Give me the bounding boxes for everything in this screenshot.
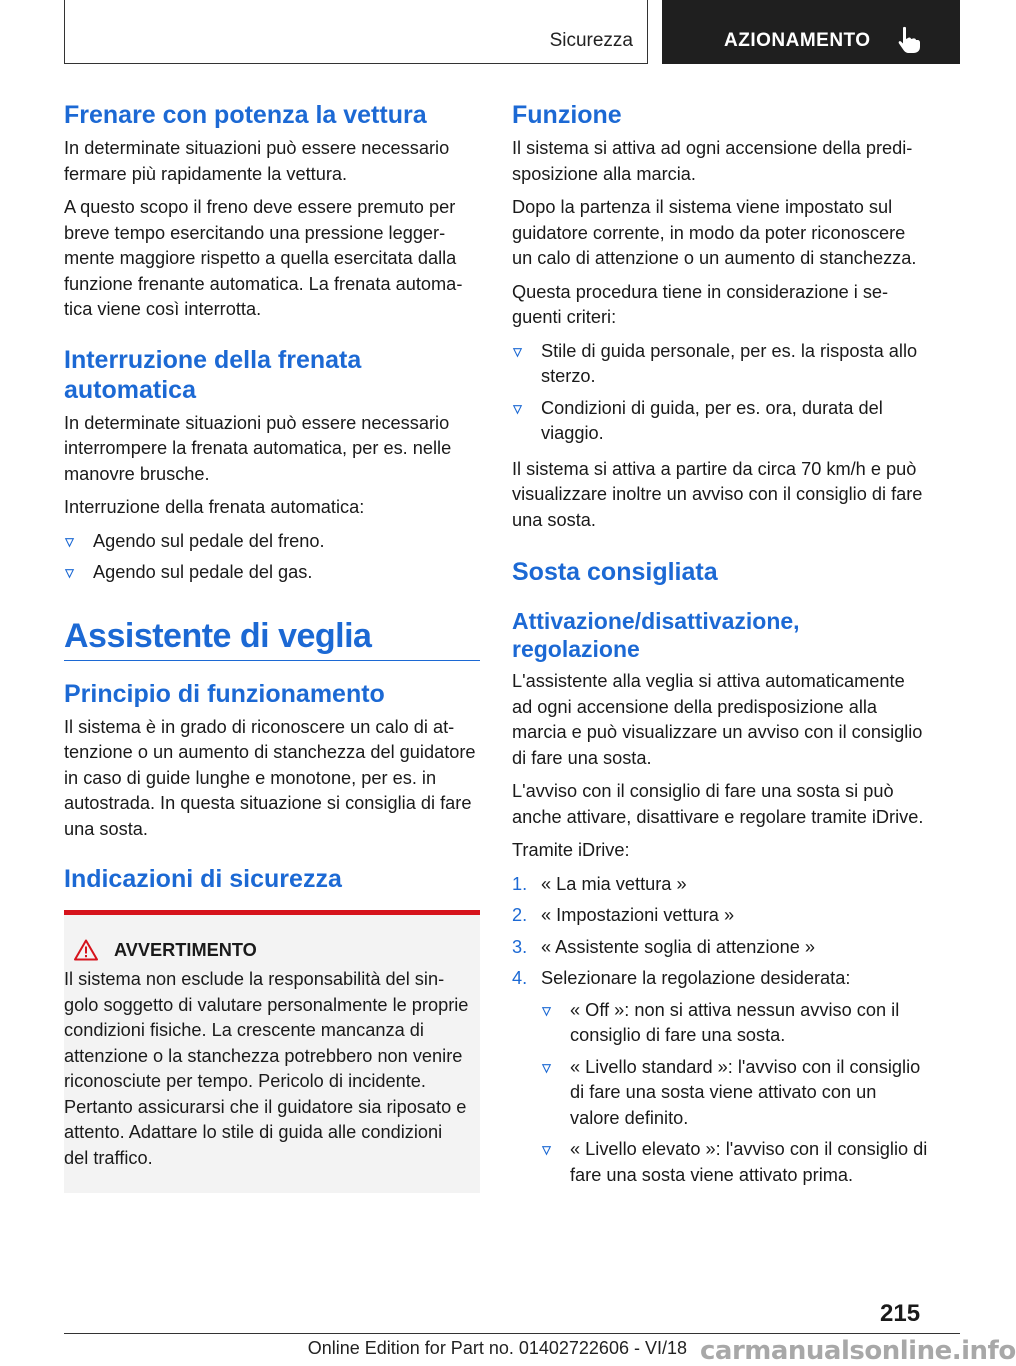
- option-item: [541, 998, 928, 1049]
- option-item: [541, 1137, 928, 1188]
- setting-options-list: [541, 998, 928, 1189]
- footer-rule: [64, 1333, 960, 1334]
- step-text: Selezionare la regolazione desiderata:: [541, 968, 851, 988]
- step-number: 4.: [512, 968, 528, 988]
- watermark: carmanualsonline.info: [700, 1336, 1016, 1366]
- warning-text: Il sistema non esclude la responsabilità del singolo soggetto di valutare personalmente le proprie condizioni fisiche. La crescente mancanza di attenzione o la stanchezza potrebbero non venire riconosciute per tempo. Pericolo di incidente. Pertanto assicurarsi che il guidatore sia riposato e attento. Adattare lo stile di guida alle condizioni del traffico.: [64, 969, 469, 1168]
- hand-pointer-icon: [894, 25, 924, 55]
- paragraph: Dopo la partenza il sistema viene impostato sul guidatore corrente, in modo da poter riconoscere un calo di attenzione o un aumento di stanchezza.: [512, 197, 917, 268]
- triangle-bullet-icon: [513, 405, 522, 414]
- step-text: « Assistente soglia di attenzione »: [541, 936, 816, 957]
- paragraph: Il sistema si attiva a partire da circa 70 km/h e può visualizzare inoltre un avviso con il consiglio di fare una sosta.: [512, 458, 923, 530]
- section-heading-interruption: Interruzione della frenata automatica: [64, 345, 362, 404]
- chapter-rule: [64, 660, 480, 661]
- header-chapter-box: [662, 0, 960, 64]
- step-number: 3.: [512, 936, 528, 957]
- paragraph: In determinate situazioni può essere necessario fermare più rapidamente la vettura.: [64, 138, 450, 184]
- paragraph: L'assistente alla veglia si attiva automaticamente ad ogni accensione della predisposizione alla marcia e può visualizzare un avviso con il consiglio di fare una sosta.: [512, 671, 923, 768]
- option-text: « Off »: non si attiva nessun avviso con il consiglio di fare una sosta.: [570, 999, 900, 1045]
- paragraph: Il sistema è in grado di riconoscere un calo di attenzione o un aumento di stanchezza del guidatore in caso di guide lunghe e monotone, per es. in autostrada. In questa situazione si consiglia di fare una sosta.: [64, 716, 476, 839]
- warning-header: [64, 939, 470, 961]
- triangle-bullet-icon: [65, 538, 74, 547]
- triangle-bullet-icon: [542, 1064, 551, 1073]
- section-title: Sicurezza: [549, 30, 633, 51]
- warning-triangle-icon: [74, 939, 98, 961]
- triangle-bullet-icon: [542, 1146, 551, 1155]
- chapter-heading: Assistente di veglia: [64, 616, 372, 655]
- step-text: « Impostazioni vettura »: [541, 905, 735, 925]
- list-item-text: Agendo sul pedale del freno.: [93, 530, 325, 551]
- section-heading-function: Funzione: [512, 101, 622, 129]
- step-number: 1.: [512, 873, 528, 894]
- list-item: [64, 529, 480, 555]
- header-section-box: [64, 0, 648, 64]
- step-text: « La mia vettura »: [541, 873, 687, 894]
- section-heading-braking: Frenare con potenza la vettura: [64, 101, 427, 129]
- paragraph: Tramite iDrive:: [512, 840, 630, 860]
- right-column: [512, 100, 928, 1198]
- section-heading-safety: Indicazioni di sicurezza: [64, 865, 342, 893]
- paragraph: A questo scopo il freno deve essere premuto per breve tempo esercitando una pressione leggermente maggiore rispetto a quella esercitata dalla funzione frenante automatica. La frenata automatica viene così interrotta.: [64, 197, 463, 319]
- triangle-bullet-icon: [65, 569, 74, 578]
- triangle-bullet-icon: [542, 1007, 551, 1016]
- list-item: [512, 339, 928, 390]
- step-item: [512, 935, 928, 961]
- triangle-bullet-icon: [513, 348, 522, 357]
- section-heading-principle: Principio di funzionamento: [64, 679, 385, 708]
- list-item-text: Agendo sul pedale del gas.: [93, 562, 313, 582]
- subsection-heading-activation: Attivazione/disattivazione, regolazione: [512, 608, 800, 662]
- idrive-steps: [512, 872, 928, 1189]
- chapter-title: AZIONAMENTO: [724, 30, 871, 51]
- list-item: [64, 560, 480, 586]
- option-text: « Livello standard »: l'avviso con il consiglio di fare una sosta viene attivato con un valore definito.: [570, 1056, 921, 1128]
- step-item: [512, 903, 928, 929]
- warning-box: [64, 910, 480, 1193]
- page-number: 215: [880, 1300, 921, 1327]
- criteria-list: [512, 339, 928, 447]
- paragraph: Questa procedura tiene in considerazione i seguenti criteri:: [512, 281, 889, 327]
- step-number: 2.: [512, 905, 528, 925]
- paragraph: L'avviso con il consiglio di fare una sosta si può anche attivare, disattivare e regolare tramite iDrive.: [512, 781, 924, 827]
- section-heading-rest: Sosta consigliata: [512, 558, 718, 586]
- paragraph: Interruzione della frenata automatica:: [64, 497, 365, 517]
- warning-label: AVVERTIMENTO: [114, 939, 257, 960]
- option-text: « Livello elevato »: l'avviso con il consiglio di fare una sosta viene attivato prima.: [570, 1139, 928, 1185]
- left-column: [64, 100, 480, 1193]
- list-item-text: Condizioni di guida, per es. ora, durata del viaggio.: [541, 397, 883, 443]
- paragraph: Il sistema si attiva ad ogni accensione della predisposizione alla marcia.: [512, 138, 913, 184]
- interruption-list: [64, 529, 480, 586]
- list-item-text: Stile di guida personale, per es. la risposta allo sterzo.: [541, 340, 918, 386]
- paragraph: In determinate situazioni può essere necessario interrompere la frenata automatica, per es. nelle manovre brusche.: [64, 412, 452, 484]
- option-item: [541, 1055, 928, 1132]
- step-item: [512, 966, 928, 1188]
- step-item: [512, 872, 928, 898]
- list-item: [512, 396, 928, 447]
- edition-text: Online Edition for Part no. 01402722606 - VI/18: [307, 1338, 687, 1358]
